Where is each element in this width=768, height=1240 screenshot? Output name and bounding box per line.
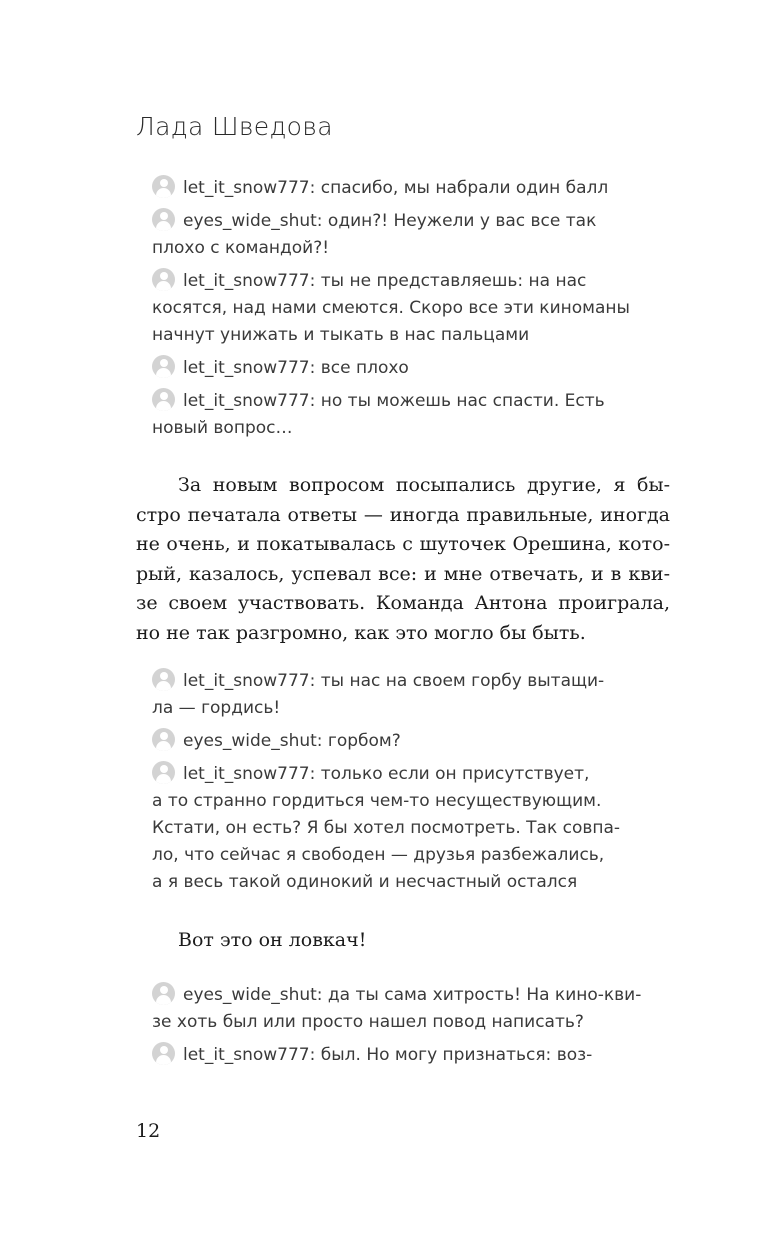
message-line: плохо с командой?! — [152, 238, 330, 258]
chat-message — [152, 728, 672, 755]
chat-message — [152, 268, 672, 349]
user-avatar-icon — [152, 355, 175, 378]
body-paragraph — [136, 471, 670, 648]
message-line: let_it_snow777: спасибо, мы набрали один балл — [183, 178, 609, 198]
message-line: Кстати, он есть? Я бы хотел посмотреть. Так совпа- — [152, 818, 621, 838]
paragraph-line: рый, казалось, успевал все: и мне отвечать, и в кви- — [136, 562, 670, 585]
message-line: let_it_snow777: ты нас на своем горбу вытащи- — [183, 671, 605, 691]
paragraph-line: Вот это он ловкач! — [178, 929, 367, 951]
message-line: ло, что сейчас я свободен — друзья разбежались, — [152, 845, 605, 865]
chat-message — [152, 982, 672, 1036]
message-line: а то странно гордиться чем-то несуществующим. — [152, 791, 602, 811]
user-avatar-icon — [152, 761, 175, 784]
chat-block — [152, 982, 672, 1075]
message-line: let_it_snow777: но ты можешь нас спасти. Есть — [183, 391, 605, 411]
user-avatar-icon — [152, 268, 175, 291]
paragraph-line: зе своем участвовать. Команда Антона проиграла, — [136, 592, 670, 614]
message-line: а я весь такой одинокий и несчастный остался — [152, 872, 578, 892]
user-avatar-icon — [152, 982, 175, 1005]
paragraph-line: За новым вопросом посыпались другие, я бы- — [178, 474, 670, 496]
user-avatar-icon — [152, 388, 175, 411]
chat-message — [152, 355, 672, 382]
chat-block — [152, 175, 672, 448]
user-avatar-icon — [152, 1042, 175, 1065]
message-line: косятся, над нами смеются. Скоро все эти киноманы — [152, 298, 630, 318]
chat-message — [152, 208, 672, 262]
message-line: начнут унижать и тыкать в нас пальцами — [152, 325, 530, 345]
user-avatar-icon — [152, 208, 175, 231]
chat-message — [152, 1042, 672, 1069]
message-line: ла — гордись! — [152, 698, 281, 718]
message-line: eyes_wide_shut: один?! Неужели у вас все так — [183, 211, 597, 231]
paragraph-line: но не так разгромно, как это могло бы быть. — [136, 621, 586, 644]
chat-message — [152, 668, 672, 722]
user-avatar-icon — [152, 728, 175, 751]
chat-message — [152, 175, 672, 202]
message-line: let_it_snow777: ты не представляешь: на нас — [183, 271, 587, 291]
running-header-author: Лада Шведова — [136, 112, 333, 141]
message-line: зе хоть был или просто нашел повод написать? — [152, 1012, 584, 1032]
chat-message — [152, 388, 672, 442]
user-avatar-icon — [152, 668, 175, 691]
message-line: let_it_snow777: все плохо — [183, 358, 409, 378]
message-line: let_it_snow777: был. Но могу признаться: воз- — [183, 1045, 593, 1065]
user-avatar-icon — [152, 175, 175, 198]
chat-block — [152, 668, 672, 902]
page-number: 12 — [136, 1120, 161, 1142]
message-line: новый вопрос… — [152, 418, 293, 438]
message-line: eyes_wide_shut: горбом? — [183, 731, 401, 751]
chat-message — [152, 761, 672, 896]
paragraph-line: стро печатала ответы — иногда правильные, иногда — [136, 503, 670, 526]
message-line: let_it_snow777: только если он присутствует, — [183, 764, 590, 784]
body-paragraph — [136, 926, 670, 956]
paragraph-line: не очень, и покатывалась с шуточек Орешина, кото- — [136, 533, 670, 555]
message-line: eyes_wide_shut: да ты сама хитрость! На кино-кви- — [183, 985, 642, 1005]
